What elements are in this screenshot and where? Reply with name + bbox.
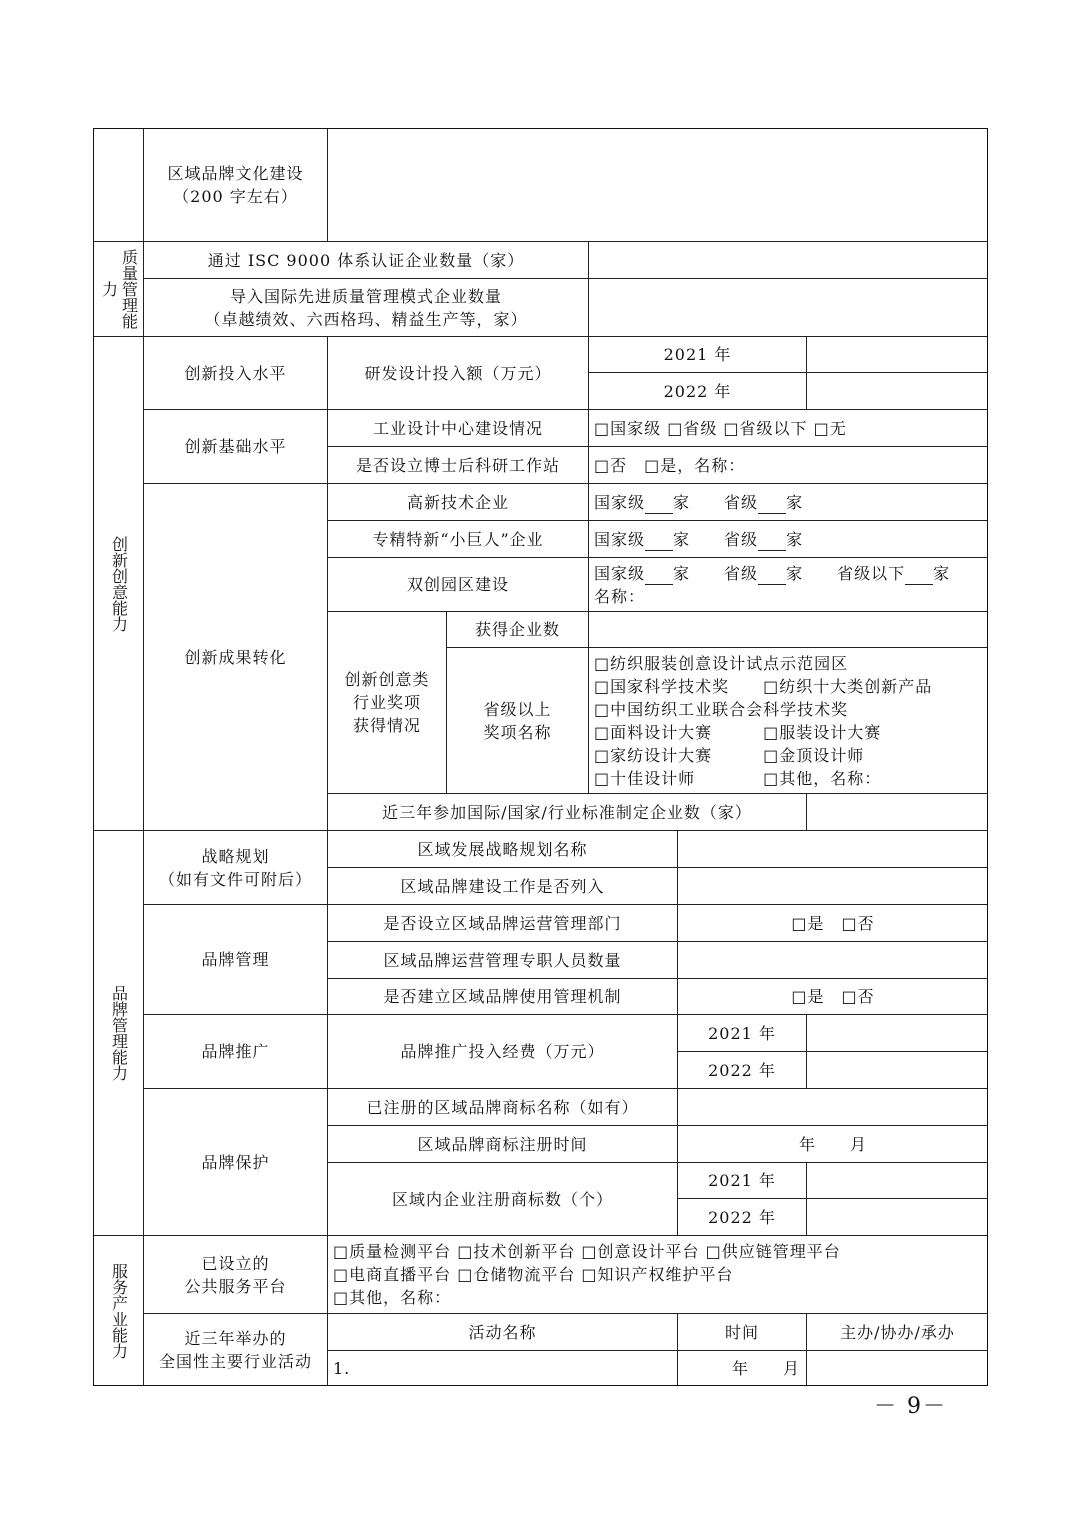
tm-year-2021-text: 2021 年 xyxy=(708,1171,776,1190)
innovation-basis-label xyxy=(143,409,327,483)
award-option[interactable]: □中国纺织工业联合会科学技术奖 xyxy=(594,699,849,719)
promo-year-2022-text: 2022 年 xyxy=(708,1060,776,1080)
plan-included-input[interactable] xyxy=(677,867,988,904)
design-center-text: 工业设计中心建设情况 xyxy=(372,418,543,438)
tm-name-label xyxy=(327,1088,677,1125)
unit-jia: 家 xyxy=(673,529,691,549)
blank-line[interactable] xyxy=(645,534,673,551)
tm-time-label xyxy=(327,1125,677,1162)
rd-label-text: 研发设计投入额（万元） xyxy=(364,363,552,383)
unit-jia: 家 xyxy=(786,529,804,549)
award-cat-line2: 行业奖项 xyxy=(352,693,421,712)
national-label: 国家级 xyxy=(594,529,646,549)
event-row1-name[interactable] xyxy=(327,1350,677,1386)
rd-year-2021-text: 2021 年 xyxy=(663,345,732,364)
strategy-line1: 战略规划 xyxy=(201,846,270,866)
tm-time-text: 区域品牌商标注册时间 xyxy=(417,1134,588,1154)
rd-label xyxy=(327,336,588,409)
promo-year-2022 xyxy=(677,1051,806,1088)
event-row1-time-text: 年 月 xyxy=(731,1359,800,1378)
evaluation-form-table xyxy=(93,128,988,1386)
promo-2022-input[interactable] xyxy=(806,1051,988,1088)
events-line2: 全国性主要行业活动 xyxy=(158,1352,312,1371)
unit-jia: 家 xyxy=(786,563,804,583)
brand-culture-note: （200 字左右） xyxy=(173,187,298,206)
blank-line[interactable] xyxy=(758,568,786,585)
brand-culture-label xyxy=(143,128,327,241)
little-giant-label xyxy=(327,520,588,557)
col-role-text: 主办/协办/承办 xyxy=(840,1322,955,1342)
mgmt-dept-label xyxy=(327,904,677,941)
postdoc-options-text: □否 □是，名称： xyxy=(594,455,746,475)
design-center-label xyxy=(327,409,588,446)
award-option[interactable]: □面料设计大赛 □服装设计大赛 xyxy=(594,722,882,742)
award-name-label xyxy=(446,647,588,793)
national-label: 国家级 xyxy=(594,492,646,512)
year-month-text: 年 月 xyxy=(798,1134,867,1154)
standards-text: 近三年参加国际/国家/行业标准制定企业数（家） xyxy=(382,802,752,822)
quality-section-text: 质量管理能力 xyxy=(99,249,139,329)
rd-2022-input[interactable] xyxy=(806,372,988,409)
tm-2021-input[interactable] xyxy=(806,1162,988,1198)
rd-year-2022 xyxy=(588,372,806,409)
brand-section-text: 品牌管理能力 xyxy=(109,985,129,1081)
tm-time-input[interactable] xyxy=(677,1125,988,1162)
hightech-label xyxy=(327,483,588,520)
blank-category-cell xyxy=(93,128,143,241)
tm-name-input[interactable] xyxy=(677,1088,988,1125)
col-activity-name xyxy=(327,1313,677,1350)
protect-label xyxy=(143,1088,327,1235)
blank-line[interactable] xyxy=(645,568,673,585)
protect-text: 品牌保护 xyxy=(201,1152,270,1172)
unit-jia: 家 xyxy=(673,492,691,512)
yes-no-options: □是 □否 xyxy=(791,987,875,1006)
unit-jia: 家 xyxy=(673,563,691,583)
postdoc-options[interactable] xyxy=(588,446,988,483)
standards-input[interactable] xyxy=(806,793,988,830)
col-role xyxy=(806,1313,988,1350)
event-row1-time[interactable] xyxy=(677,1350,806,1386)
rd-year-2022-text: 2022 年 xyxy=(663,381,732,401)
design-center-options[interactable] xyxy=(588,409,988,446)
staff-label xyxy=(327,941,677,978)
little-giant-input[interactable] xyxy=(588,520,988,557)
events-line1: 近三年举办的 xyxy=(184,1329,287,1348)
innovation-basis-text: 创新基础水平 xyxy=(184,437,287,456)
below-provincial-label: 省级以下 xyxy=(837,563,906,583)
provincial-label: 省级 xyxy=(724,492,759,512)
tm-name-text: 已注册的区域品牌商标名称（如有） xyxy=(366,1097,639,1117)
blank-line[interactable] xyxy=(758,497,786,514)
award-category-label xyxy=(327,611,446,793)
blank-line[interactable] xyxy=(758,534,786,551)
quality-section-label xyxy=(93,241,143,336)
hightech-input[interactable] xyxy=(588,483,988,520)
yes-no-options: □是 □否 xyxy=(791,913,875,933)
innovation-section-label xyxy=(93,336,143,830)
award-option[interactable]: □国家科学技术奖 □纺织十大类创新产品 xyxy=(594,676,933,696)
innovation-transform-text: 创新成果转化 xyxy=(184,647,287,667)
innovation-invest-text: 创新投入水平 xyxy=(184,363,287,383)
event-row1-number: 1. xyxy=(333,1359,351,1378)
promo-year-2021 xyxy=(677,1014,806,1051)
col-time-text: 时间 xyxy=(724,1322,759,1342)
blank-line[interactable] xyxy=(645,497,673,514)
award-options[interactable] xyxy=(588,647,988,793)
page-number: － 9－ xyxy=(874,1394,947,1419)
promo-fund-text: 品牌推广投入经费（万元） xyxy=(400,1042,605,1061)
platform-options[interactable] xyxy=(327,1235,988,1313)
iso-label xyxy=(143,241,588,278)
iso-label-text: 通过 ISC 9000 体系认证企业数量（家） xyxy=(207,250,525,270)
unit-jia: 家 xyxy=(933,563,951,583)
award-enterprise-input[interactable] xyxy=(588,611,988,647)
plan-name-input[interactable] xyxy=(677,830,988,867)
hightech-text: 高新技术企业 xyxy=(406,492,509,512)
award-option[interactable]: □十佳设计师 □其他，名称： xyxy=(594,768,882,788)
brand-culture-title: 区域品牌文化建设 xyxy=(167,164,304,183)
standards-label xyxy=(327,793,806,830)
iso-input[interactable] xyxy=(588,241,988,278)
promo-label xyxy=(143,1014,327,1088)
award-name-line2: 奖项名称 xyxy=(483,722,552,742)
award-cat-line1: 创新创意类 xyxy=(344,670,430,689)
brand-mgmt-text: 品牌管理 xyxy=(201,950,270,969)
innovation-invest-label xyxy=(143,336,327,409)
postdoc-text: 是否设立博士后科研工作站 xyxy=(355,455,560,475)
brand-mgmt-label xyxy=(143,904,327,1014)
plan-included-label xyxy=(327,867,677,904)
col-time xyxy=(677,1313,806,1350)
service-section-label xyxy=(93,1235,143,1386)
award-cat-line3: 获得情况 xyxy=(352,716,421,735)
platforms-line2: 公共服务平台 xyxy=(184,1276,287,1296)
platforms-line1: 已设立的 xyxy=(201,1253,270,1273)
promo-text: 品牌推广 xyxy=(201,1042,270,1061)
blank-line[interactable] xyxy=(905,568,933,585)
tm-count-text: 区域内企业注册商标数（个） xyxy=(391,1189,613,1209)
plan-name-label xyxy=(327,830,677,867)
park-text: 双创园区建设 xyxy=(406,575,509,594)
award-name-line1: 省级以上 xyxy=(483,699,552,719)
mechanism-label xyxy=(327,978,677,1014)
intl-quality-title: 导入国际先进质量管理模式企业数量 xyxy=(229,286,502,306)
platform-option[interactable]: □电商直播平台 □仓储物流平台 □知识产权维护平台 xyxy=(333,1265,734,1284)
rd-year-2021 xyxy=(588,336,806,372)
unit-jia: 家 xyxy=(786,492,804,512)
mgmt-dept-options[interactable] xyxy=(677,904,988,941)
event-row1-role[interactable] xyxy=(806,1350,988,1386)
park-input[interactable] xyxy=(588,557,988,611)
intl-quality-input[interactable] xyxy=(588,278,988,336)
intl-quality-note: （卓越绩效、六西格玛、精益生产等，家） xyxy=(204,309,528,329)
strategy-label xyxy=(143,830,327,904)
tm-year-2022-text: 2022 年 xyxy=(708,1207,776,1227)
award-option[interactable]: □纺织服装创意设计试点示范园区 xyxy=(594,653,849,673)
tm-year-2021 xyxy=(677,1162,806,1198)
tm-year-2022 xyxy=(677,1198,806,1235)
staff-text: 区域品牌运营管理专职人员数量 xyxy=(383,950,622,970)
innovation-section-text: 创新创意能力 xyxy=(109,535,129,632)
design-center-options-text: □国家级 □省级 □省级以下 □无 xyxy=(594,418,847,438)
park-label xyxy=(327,557,588,611)
national-label: 国家级 xyxy=(594,563,646,583)
platforms-label xyxy=(143,1235,327,1313)
plan-name-text: 区域发展战略规划名称 xyxy=(417,839,588,859)
mgmt-dept-text: 是否设立区域品牌运营管理部门 xyxy=(383,913,622,933)
park-name-label: 名称： xyxy=(594,586,646,606)
postdoc-label xyxy=(327,446,588,483)
award-option[interactable]: □家纺设计大赛 □金顶设计师 xyxy=(594,745,865,765)
little-giant-text: 专精特新“小巨人”企业 xyxy=(372,529,544,549)
award-enterprise-label xyxy=(446,611,588,647)
innovation-transform-label xyxy=(143,483,327,830)
staff-input[interactable] xyxy=(677,941,988,978)
tm-count-label xyxy=(327,1162,677,1235)
events-label xyxy=(143,1313,327,1386)
intl-quality-label xyxy=(143,278,588,336)
promo-year-2021-text: 2021 年 xyxy=(708,1023,776,1043)
rd-2021-input[interactable] xyxy=(806,336,988,372)
platform-option[interactable]: □其他，名称： xyxy=(333,1288,452,1307)
provincial-label: 省级 xyxy=(724,529,759,549)
tm-2022-input[interactable] xyxy=(806,1198,988,1235)
award-enterprise-text: 获得企业数 xyxy=(474,620,560,639)
col-activity-name-text: 活动名称 xyxy=(468,1322,537,1342)
service-section-text: 服务产业能力 xyxy=(109,1263,129,1359)
brand-culture-input[interactable] xyxy=(327,128,988,241)
platform-option[interactable]: □质量检测平台 □技术创新平台 □创意设计平台 □供应链管理平台 xyxy=(333,1242,841,1261)
plan-included-text: 区域品牌建设工作是否列入 xyxy=(400,876,605,896)
mechanism-text: 是否建立区域品牌使用管理机制 xyxy=(383,987,622,1006)
mechanism-options[interactable] xyxy=(677,978,988,1014)
promo-fund-label xyxy=(327,1014,677,1088)
provincial-label: 省级 xyxy=(724,563,759,583)
promo-2021-input[interactable] xyxy=(806,1014,988,1051)
strategy-line2: （如有文件可附后） xyxy=(158,869,312,889)
brand-section-label xyxy=(93,830,143,1235)
